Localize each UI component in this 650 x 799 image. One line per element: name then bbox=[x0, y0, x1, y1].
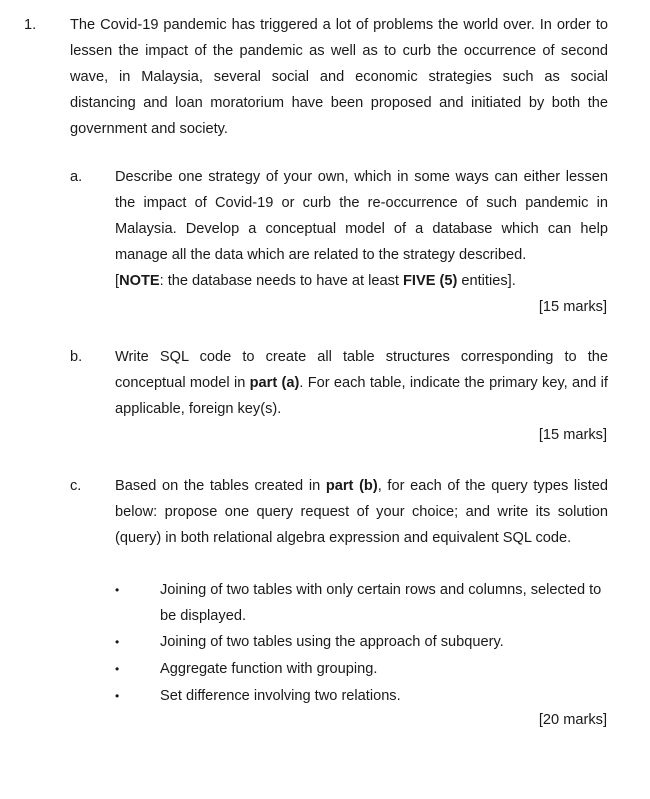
part-b-reference: part (a) bbox=[249, 375, 300, 391]
part-c-reference: part (b) bbox=[325, 478, 378, 494]
bullet-icon: • bbox=[115, 689, 120, 703]
bullet-icon: • bbox=[115, 662, 120, 676]
part-a-marks: [15 marks] bbox=[538, 299, 607, 315]
part-b-label: b. bbox=[70, 349, 83, 365]
bullet-item: Joining of two tables with only certain rows and columns, selected to be displayed. bbox=[160, 582, 602, 624]
part-a-note: [NOTE: the database needs to have at least FIVE (5) entities]. bbox=[115, 273, 516, 289]
bullet-item: Joining of two tables using the approach of subquery. bbox=[160, 634, 504, 650]
bullet-icon: • bbox=[115, 635, 120, 649]
note-keyword: NOTE bbox=[119, 273, 160, 289]
part-b-text: Write SQL code to create all table structures corresponding to the conceptual model in part (a). For each table, indicate the primary key, and if applicable, foreign key(s). bbox=[115, 349, 608, 417]
part-a-description: Describe one strategy of your own, which in some ways can either lessen the impact of Covid-19 or curb the re-occurrence of such pandemic in Malaysia. Develop a conceptual model of a database which can help manage all the data which are related to the strategy described. bbox=[115, 169, 608, 263]
question-stem: The Covid-19 pandemic has triggered a lot of problems the world over. In order to lessen the impact of the pandemic as well as to curb the occurrence of second wave, in Malaysia, several social and economic strategies such as social distancing and loan moratorium have been proposed and initiated by both the government and society. bbox=[70, 17, 608, 137]
bullet-icon: • bbox=[115, 583, 120, 597]
question-number: 1. bbox=[24, 17, 37, 33]
bullet-item: Set difference involving two relations. bbox=[160, 688, 401, 704]
bullet-item: Aggregate function with grouping. bbox=[160, 661, 378, 677]
part-c-text: Based on the tables created in part (b), for each of the query types listed below: propose one query request of your choice; and write its solution (query) in both relational algebra expression and equivalent SQL code. bbox=[115, 478, 608, 546]
entity-count: FIVE (5) bbox=[403, 273, 458, 289]
part-a-label: a. bbox=[70, 169, 83, 185]
part-c-marks: [20 marks] bbox=[538, 712, 607, 728]
part-a-text bbox=[115, 164, 608, 294]
part-b-marks: [15 marks] bbox=[538, 427, 607, 443]
part-c-label: c. bbox=[70, 478, 82, 494]
